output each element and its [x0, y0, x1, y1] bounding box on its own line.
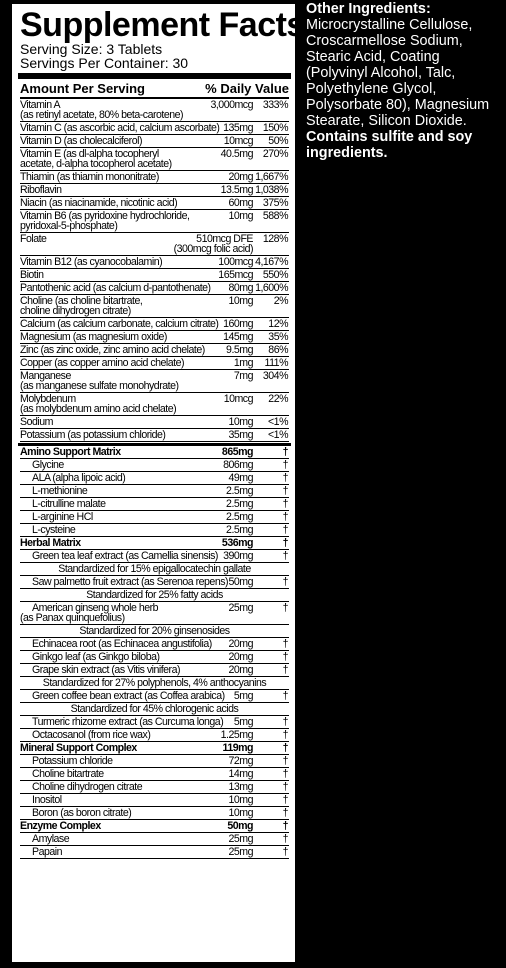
nutrient-row [20, 537, 289, 550]
other-ingredients-text: Microcrystalline Cellulose, Croscarmellose Sodium, Stearic Acid, Coating (Polyvinyl Alcohol, Talc, Polyethylene Glycol, Polysorbate 80), Magnesium Stearate, Silicon Dioxide. [306, 17, 490, 129]
nutrient-name: Vitamin B6 (as pyridoxine hydrochloride, [20, 210, 190, 222]
amount-header: Amount Per Serving [20, 81, 145, 96]
nutrient-row [20, 122, 289, 135]
nutrient-row [20, 576, 289, 589]
nutrient-name: Potassium (as potassium chloride) [20, 429, 166, 441]
nutrient-name: Amino Support Matrix [20, 446, 121, 458]
nutrient-daily-value: <1% [268, 416, 288, 428]
nutrient-amount: 13.5mg [220, 184, 253, 196]
nutrient-name: Pantothenic acid (as calcium d-pantothenate) [20, 282, 211, 294]
nutrient-amount: 2.5mg [226, 485, 253, 497]
nutrient-source: choline dihydrogen citrate) [20, 305, 131, 317]
nutrient-name: Echinacea root (as Echinacea angustifolia) [32, 638, 212, 650]
other-ingredients [306, 1, 501, 161]
vitamin-rows [20, 99, 289, 442]
nutrient-row [20, 472, 289, 485]
nutrient-daily-value: † [282, 729, 288, 741]
nutrient-amount: 536mg [221, 537, 253, 549]
nutrient-amount: 72mg [228, 755, 253, 767]
nutrient-name: Thiamin (as thiamin mononitrate) [20, 171, 159, 183]
nutrient-daily-value: 4,167% [255, 256, 288, 268]
nutrient-daily-value: † [282, 846, 288, 858]
other-ingredients-heading: Other Ingredients: [306, 1, 431, 17]
nutrient-daily-value: † [282, 664, 288, 676]
nutrient-row [20, 742, 289, 755]
nutrient-daily-value: † [282, 768, 288, 780]
nutrient-name: Papain [32, 846, 62, 858]
nutrient-row [20, 511, 289, 524]
nutrient-daily-value: <1% [268, 429, 288, 441]
nutrient-row [20, 602, 289, 625]
nutrient-row [20, 459, 289, 472]
nutrient-amount: 2.5mg [226, 498, 253, 510]
nutrient-name: Enzyme Complex [20, 820, 101, 832]
nutrient-row [20, 755, 289, 768]
nutrient-daily-value: † [282, 537, 288, 549]
nutrient-amount: 25mg [228, 846, 253, 858]
nutrient-row [20, 184, 289, 197]
nutrient-amount: 160mg [223, 318, 253, 330]
nutrient-amount: 1mg [233, 357, 253, 369]
nutrient-daily-value: † [282, 485, 288, 497]
nutrient-name: Ginkgo leaf (as Ginkgo biloba) [32, 651, 160, 663]
nutrient-row [20, 589, 289, 602]
nutrient-source: (as molybdenum amino acid chelate) [20, 403, 177, 415]
nutrient-name: Choline bitartrate [32, 768, 104, 780]
nutrient-row [20, 807, 289, 820]
nutrient-daily-value: † [282, 651, 288, 663]
nutrient-amount: 865mg [221, 446, 253, 458]
nutrient-daily-value: † [282, 511, 288, 523]
nutrient-name: Vitamin E (as dl-alpha tocopheryl [20, 148, 159, 160]
nutrient-name: Turmeric rhizome extract (as Curcuma longa) [32, 716, 224, 728]
nutrient-amount: 510mcg DFE [196, 233, 253, 245]
nutrient-daily-value: 588% [262, 210, 288, 222]
nutrient-name: Molybdenum [20, 393, 76, 405]
nutrient-daily-value: 1,667% [255, 171, 288, 183]
nutrient-amount: 135mg [223, 122, 253, 134]
nutrient-name: Calcium (as calcium carbonate, calcium citrate) [20, 318, 219, 330]
nutrient-daily-value: 50% [268, 135, 288, 147]
nutrient-row [20, 794, 289, 807]
nutrient-amount: 806mg [223, 459, 253, 471]
nutrient-name: Manganese [20, 370, 71, 382]
nutrient-row [20, 833, 289, 846]
nutrient-amount: 5mg [233, 690, 253, 702]
nutrient-daily-value: 86% [268, 344, 288, 356]
nutrient-name: Choline dihydrogen citrate [32, 781, 143, 793]
nutrient-name: Riboflavin [20, 184, 62, 196]
nutrient-amount: 1.25mg [220, 729, 253, 741]
nutrient-name: L-citrulline malate [32, 498, 106, 510]
nutrient-name: Magnesium (as magnesium oxide) [20, 331, 167, 343]
nutrient-amount: 100mcg [218, 256, 253, 268]
nutrient-daily-value: † [282, 498, 288, 510]
nutrient-daily-value: 304% [262, 370, 288, 382]
nutrient-amount: 390mg [223, 550, 253, 562]
nutrient-name: Potassium chloride [32, 755, 113, 767]
nutrient-daily-value: 550% [262, 269, 288, 281]
nutrient-amount: 10mg [228, 416, 253, 428]
nutrient-name: Vitamin A [20, 99, 61, 111]
nutrient-daily-value: † [282, 833, 288, 845]
nutrient-name: Inositol [32, 794, 62, 806]
nutrient-name: Standardized for 45% chlorogenic acids [70, 703, 239, 715]
nutrient-row [20, 625, 289, 638]
nutrient-row [20, 651, 289, 664]
nutrient-daily-value: † [282, 524, 288, 536]
blend-rows [20, 446, 289, 859]
nutrient-row [20, 357, 289, 370]
nutrient-amount: 10mg [228, 210, 253, 222]
nutrient-daily-value: † [282, 550, 288, 562]
nutrient-daily-value: † [282, 742, 288, 754]
nutrient-row [20, 768, 289, 781]
nutrient-row [20, 563, 289, 576]
nutrient-name: Zinc (as zinc oxide, zinc amino acid chelate) [20, 344, 205, 356]
nutrient-name: Vitamin B12 (as cyanocobalamin) [20, 256, 163, 268]
nutrient-name: Herbal Matrix [20, 537, 81, 549]
nutrient-daily-value: 375% [262, 197, 288, 209]
nutrient-amount: 9.5mg [226, 344, 253, 356]
nutrient-row [20, 677, 289, 690]
nutrient-amount: 119mg [222, 742, 253, 754]
nutrient-amount: 20mg [228, 171, 253, 183]
nutrient-name: Green coffee bean extract (as Coffea arabica) [32, 690, 225, 702]
nutrient-source: pyridoxal-5-phosphate) [20, 220, 118, 232]
nutrient-row [20, 370, 289, 393]
nutrient-row [20, 429, 289, 442]
nutrient-amount: 25mg [228, 602, 253, 614]
nutrient-name: Biotin [20, 269, 44, 281]
nutrient-row [20, 729, 289, 742]
nutrient-name: Grape skin extract (as Vitis vinifera) [32, 664, 181, 676]
nutrient-name: L-cysteine [32, 524, 76, 536]
nutrient-daily-value: † [282, 638, 288, 650]
nutrient-amount: 2.5mg [226, 511, 253, 523]
nutrient-name: L-methionine [32, 485, 88, 497]
nutrient-row [20, 690, 289, 703]
nutrient-name: Standardized for 15% epigallocatechin gallate [58, 563, 251, 575]
allergen-warning: Contains sulfite and soy ingredients. [306, 129, 473, 161]
nutrient-name: Vitamin C (as ascorbic acid, calcium ascorbate) [20, 122, 220, 134]
nutrient-daily-value: 22% [268, 393, 288, 405]
nutrient-daily-value: 12% [268, 318, 288, 330]
nutrient-name: Niacin (as niacinamide, nicotinic acid) [20, 197, 178, 209]
nutrient-amount: 10mg [228, 807, 253, 819]
nutrient-amount: 20mg [228, 638, 253, 650]
nutrient-name: Standardized for 20% ginsenosides [79, 625, 230, 637]
nutrient-daily-value: 2% [273, 295, 288, 307]
nutrient-row [20, 171, 289, 184]
nutrient-row [20, 416, 289, 429]
nutrient-amount-note: (300mcg folic acid) [173, 243, 253, 255]
nutrient-amount: 3,000mcg [210, 99, 253, 111]
nutrient-row [20, 99, 289, 122]
nutrient-row [20, 197, 289, 210]
nutrient-daily-value: 270% [262, 148, 288, 160]
nutrient-row [20, 256, 289, 269]
thick-divider [18, 73, 291, 79]
nutrient-row [20, 664, 289, 677]
nutrient-name: Copper (as copper amino acid chelate) [20, 357, 185, 369]
nutrient-amount: 40.5mg [220, 148, 253, 160]
dv-header: % Daily Value [205, 81, 289, 96]
nutrient-source: (as manganese sulfate monohydrate) [20, 380, 179, 392]
nutrient-amount: 20mg [228, 651, 253, 663]
nutrient-name: Standardized for 25% fatty acids [86, 589, 223, 601]
nutrient-row [20, 820, 289, 833]
nutrient-amount: 50mg [228, 576, 253, 588]
nutrient-source: acetate, d-alpha tocopherol acetate) [20, 158, 172, 170]
nutrient-daily-value: 1,038% [255, 184, 288, 196]
nutrient-daily-value: † [282, 820, 288, 832]
nutrient-daily-value: † [282, 807, 288, 819]
panel-title: Supplement Facts [20, 6, 305, 44]
nutrient-name: Glycine [32, 459, 64, 471]
nutrient-amount: 35mg [228, 429, 253, 441]
nutrient-row [20, 233, 289, 256]
nutrient-name: Sodium [20, 416, 53, 428]
nutrient-amount: 60mg [228, 197, 253, 209]
nutrient-amount: 10mg [228, 794, 253, 806]
nutrient-source: (as retinyl acetate, 80% beta-carotene) [20, 109, 184, 121]
nutrient-daily-value: † [282, 755, 288, 767]
nutrient-name: ALA (alpha lipoic acid) [32, 472, 126, 484]
nutrient-daily-value: † [282, 472, 288, 484]
nutrient-amount: 20mg [228, 664, 253, 676]
nutrient-row [20, 781, 289, 794]
column-header [20, 81, 289, 99]
nutrient-row [20, 716, 289, 729]
nutrient-daily-value: † [282, 690, 288, 702]
nutrient-amount: 80mg [228, 282, 253, 294]
nutrient-row [20, 524, 289, 537]
nutrient-row [20, 148, 289, 171]
nutrient-amount: 2.5mg [226, 524, 253, 536]
nutrient-row [20, 446, 289, 459]
nutrient-row [20, 638, 289, 651]
nutrient-name: American ginseng whole herb [32, 602, 159, 614]
nutrient-row [20, 550, 289, 563]
nutrient-daily-value: † [282, 794, 288, 806]
nutrient-amount: 145mg [223, 331, 253, 343]
nutrient-daily-value: † [282, 459, 288, 471]
nutrient-name: Mineral Support Complex [20, 742, 137, 754]
nutrient-amount: 13mg [228, 781, 253, 793]
nutrient-row [20, 282, 289, 295]
nutrient-name: Saw palmetto fruit extract (as Serenoa repens) [32, 576, 229, 588]
nutrient-daily-value: † [282, 716, 288, 728]
nutrient-name: Octacosanol (from rice wax) [32, 729, 151, 741]
supplement-facts-panel [12, 4, 305, 962]
nutrient-name: Amylase [32, 833, 70, 845]
nutrient-row [20, 318, 289, 331]
nutrient-amount: 10mcg [223, 135, 253, 147]
nutrient-row [20, 485, 289, 498]
nutrient-name: Green tea leaf extract (as Camellia sinensis) [32, 550, 218, 562]
nutrient-row [20, 295, 289, 318]
nutrient-daily-value: 35% [268, 331, 288, 343]
nutrient-daily-value: 1,600% [255, 282, 288, 294]
nutrient-daily-value: † [282, 602, 288, 614]
nutrient-name: Standardized for 27% polyphenols, 4% anthocyanins [42, 677, 267, 689]
nutrient-row [20, 703, 289, 716]
nutrient-amount: 25mg [228, 833, 253, 845]
nutrient-amount: 7mg [233, 370, 253, 382]
nutrient-amount: 14mg [228, 768, 253, 780]
nutrient-name: Boron (as boron citrate) [32, 807, 132, 819]
nutrient-source: (as Panax quinquefolius) [20, 612, 125, 624]
nutrient-name: Choline (as choline bitartrate, [20, 295, 143, 307]
nutrient-amount: 165mcg [218, 269, 253, 281]
nutrient-amount: 49mg [228, 472, 253, 484]
nutrient-row [20, 344, 289, 357]
servings-per-container: Servings Per Container: 30 [20, 55, 189, 71]
nutrient-name: Folate [20, 233, 47, 245]
nutrient-name: L-arginine HCl [32, 511, 93, 523]
nutrient-row [20, 210, 289, 233]
nutrient-daily-value: 333% [262, 99, 288, 111]
nutrient-amount: 10mg [228, 295, 253, 307]
nutrient-daily-value: † [282, 781, 288, 793]
nutrient-amount: 10mcg [223, 393, 253, 405]
nutrient-row [20, 331, 289, 344]
nutrient-daily-value: 150% [262, 122, 288, 134]
nutrient-daily-value: 128% [262, 233, 288, 245]
nutrient-daily-value: † [282, 576, 288, 588]
nutrient-row [20, 393, 289, 416]
serving-size: Serving Size: 3 Tablets [20, 41, 163, 57]
nutrient-daily-value: 111% [264, 357, 288, 369]
nutrient-row [20, 135, 289, 148]
nutrient-amount: 50mg [227, 820, 253, 832]
nutrient-name: Vitamin D (as cholecalciferol) [20, 135, 142, 147]
nutrient-row [20, 846, 289, 859]
nutrient-amount: 5mg [233, 716, 253, 728]
nutrient-daily-value: † [282, 446, 288, 458]
nutrient-row [20, 269, 289, 282]
nutrient-row [20, 498, 289, 511]
